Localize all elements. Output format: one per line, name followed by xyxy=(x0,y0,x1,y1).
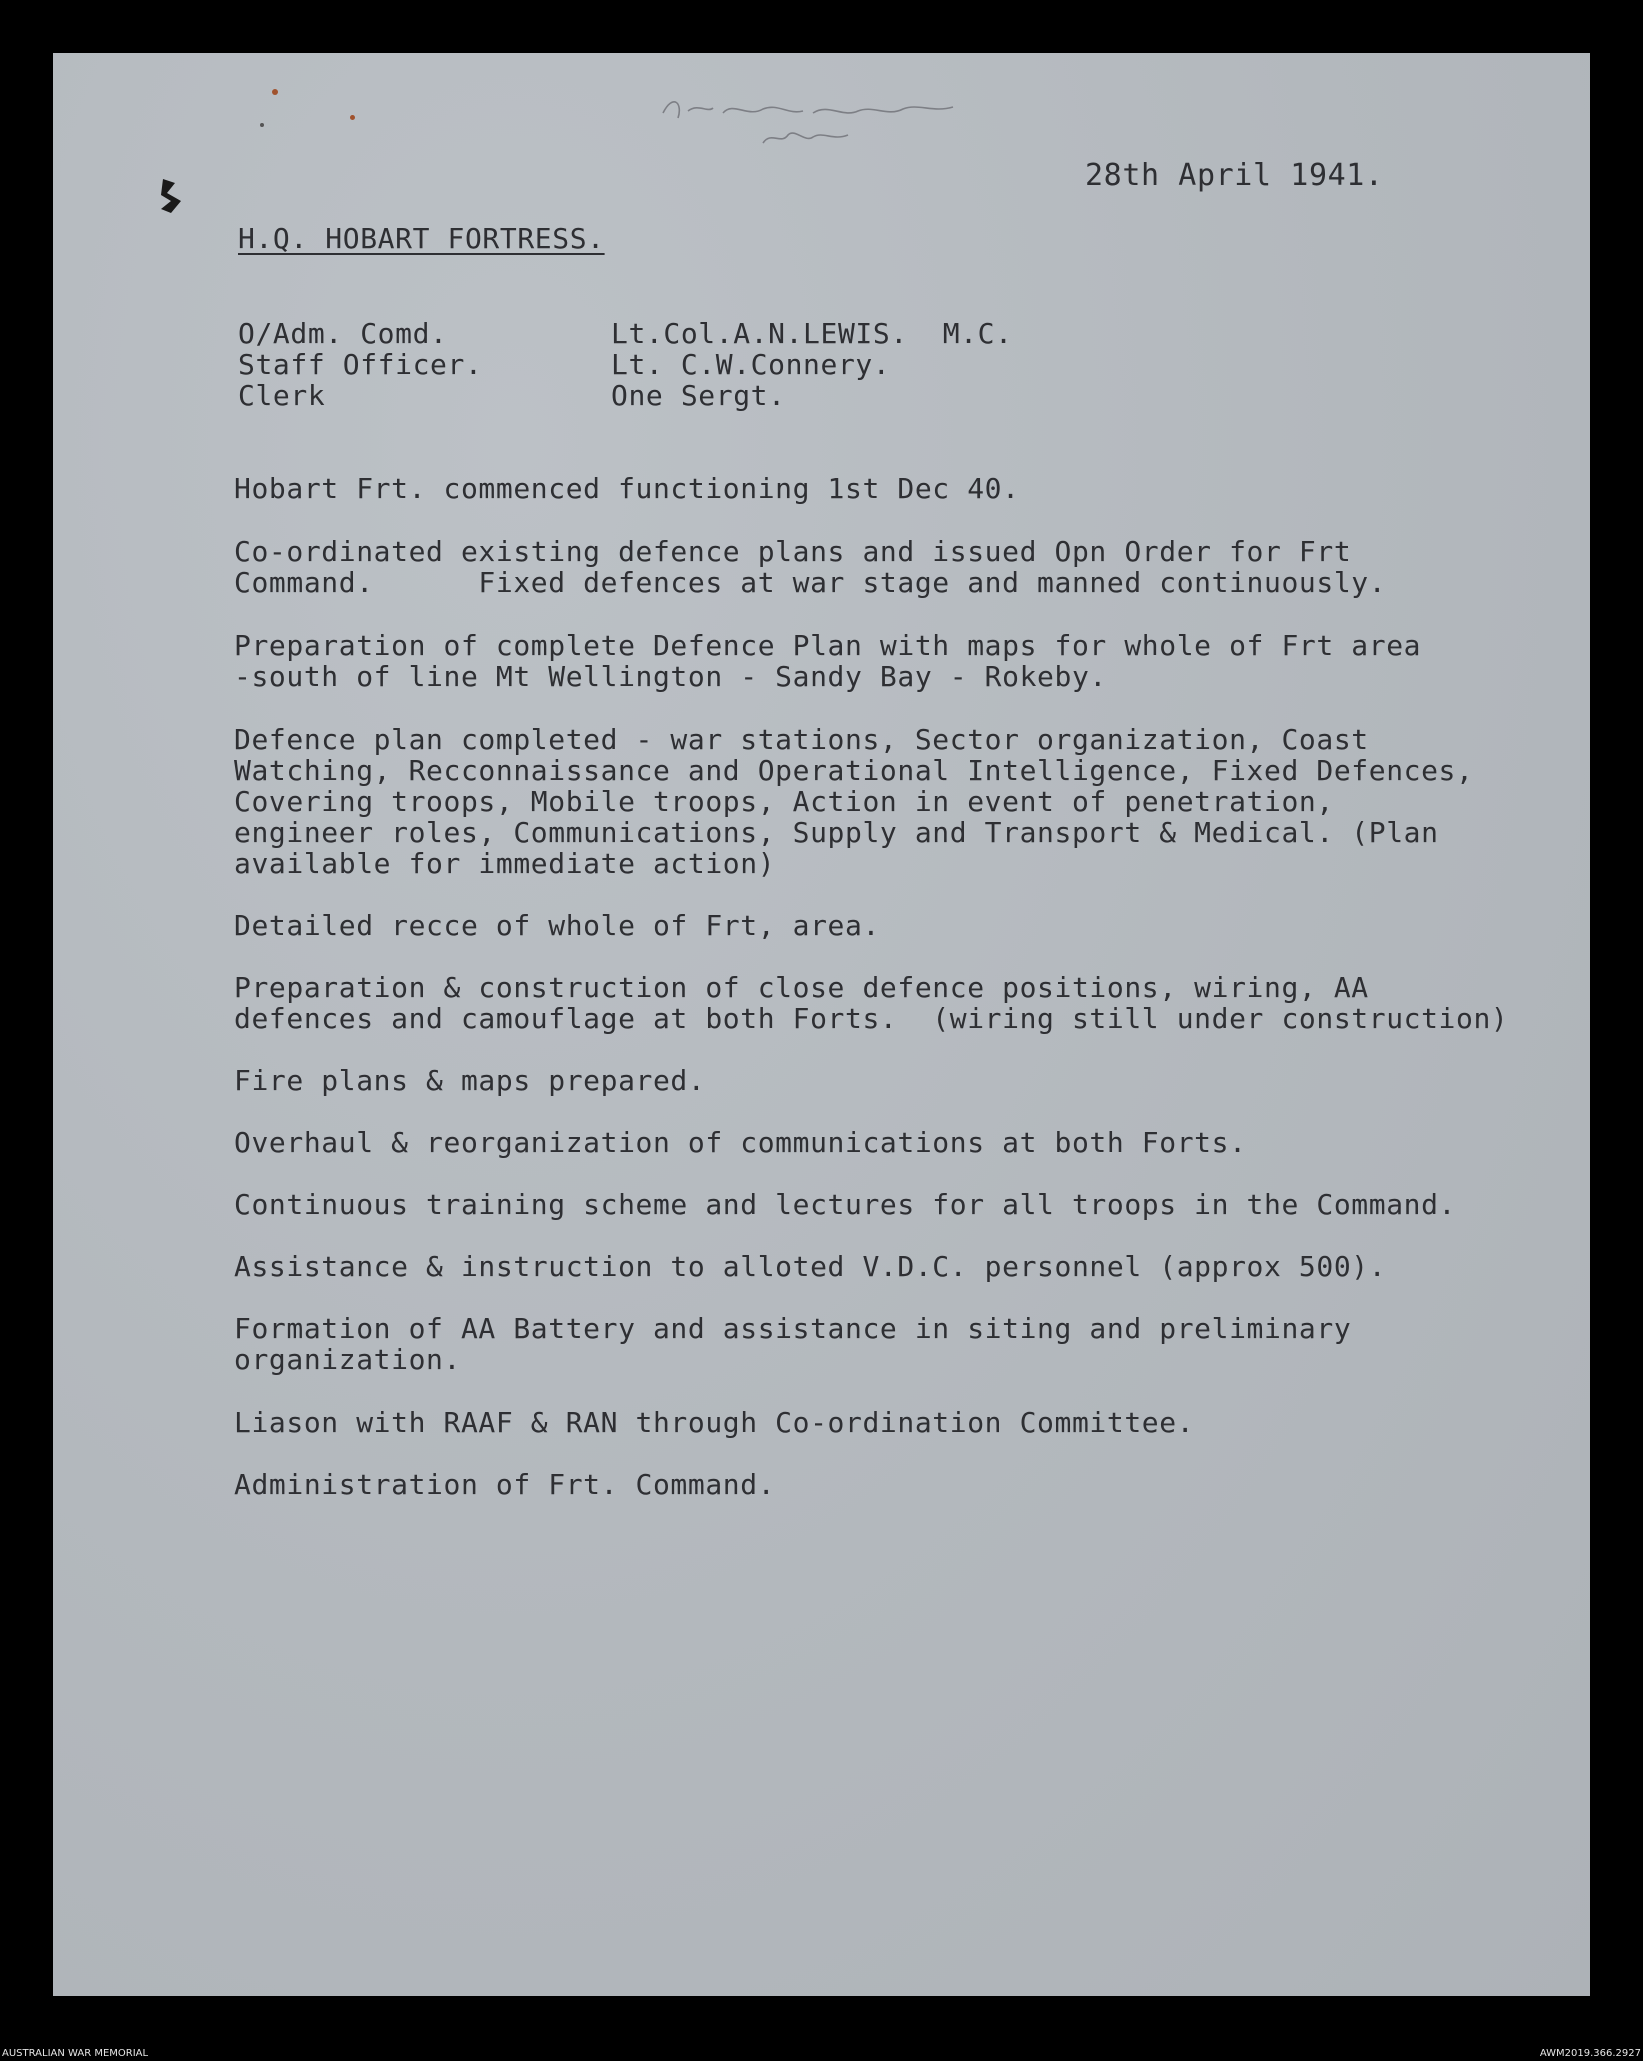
ink-mark xyxy=(153,173,193,223)
paragraph: Defence plan completed - war stations, Sector organization, Coast Watching, Recconnaissance and Operational Intelligence, Fixed Defences, Covering troops, Mobile troops, Action in event of penetration, engineer roles, Communications, Supply and Transport & Medical. (Plan available for immediate action) xyxy=(234,723,1474,880)
rust-spot xyxy=(350,115,355,120)
document-title: H.Q. HOBART FORTRESS. xyxy=(238,222,605,255)
paragraph: Continuous training scheme and lectures for all troops in the Command. xyxy=(234,1188,1457,1221)
paragraph: Hobart Frt. commenced functioning 1st Dec 40. xyxy=(234,472,1020,505)
paragraph: Detailed recce of whole of Frt, area. xyxy=(234,909,880,942)
rust-spot xyxy=(260,123,264,127)
footer-accession-number: AWM2019.366.2927 xyxy=(1539,2048,1641,2059)
rust-spot xyxy=(272,89,278,95)
handwritten-annotation xyxy=(653,73,973,163)
paragraph: Assistance & instruction to alloted V.D.C. personnel (approx 500). xyxy=(234,1250,1387,1283)
paragraph: Preparation of complete Defence Plan with maps for whole of Frt area -south of line Mt Wellington - Sandy Bay - Rokeby. xyxy=(234,629,1422,693)
paragraph: Preparation & construction of close defence positions, wiring, AA defences and camouflage at both Forts. (wiring still under construction) xyxy=(234,971,1509,1035)
footer-credit: AUSTRALIAN WAR MEMORIAL xyxy=(2,2048,149,2059)
paragraph: Overhaul & reorganization of communications at both Forts. xyxy=(234,1126,1247,1159)
paragraph: Fire plans & maps prepared. xyxy=(234,1064,706,1097)
document-page xyxy=(53,53,1590,1996)
paragraph: Formation of AA Battery and assistance in siting and preliminary organization. xyxy=(234,1312,1352,1376)
document-date: 28th April 1941. xyxy=(1085,158,1384,193)
paragraph: Co-ordinated existing defence plans and issued Opn Order for Frt Command. Fixed defences at war stage and manned continuously. xyxy=(234,535,1387,599)
paragraph: Liason with RAAF & RAN through Co-ordination Committee. xyxy=(234,1406,1195,1439)
staff-roles: O/Adm. Comd. Staff Officer. Clerk xyxy=(238,317,483,412)
paragraph: Administration of Frt. Command. xyxy=(234,1468,776,1501)
staff-names: Lt.Col.A.N.LEWIS. M.C. Lt. C.W.Connery. One Sergt. xyxy=(611,317,1013,412)
